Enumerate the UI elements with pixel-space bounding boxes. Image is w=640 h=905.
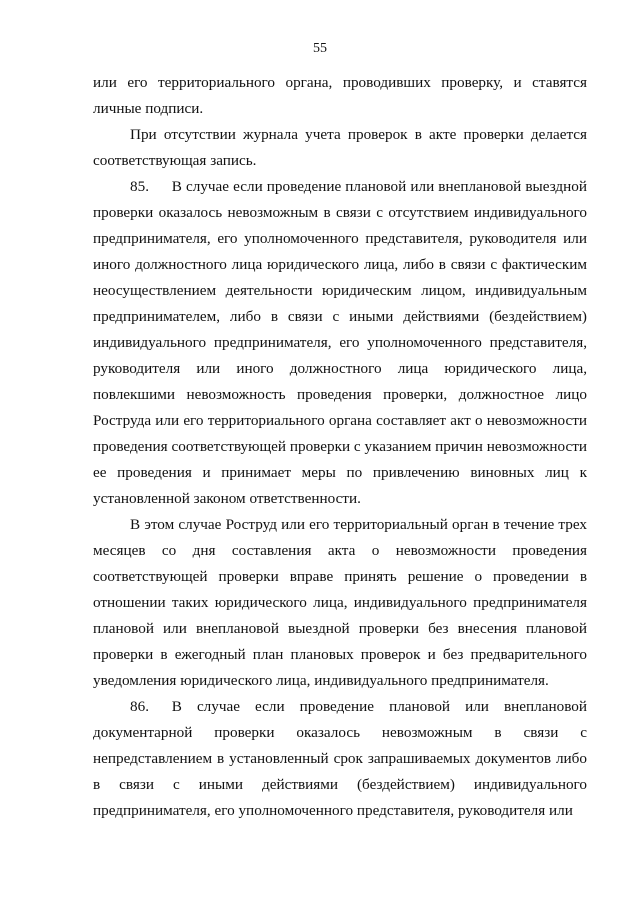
page-number: 55	[313, 41, 327, 56]
paragraph-86: 86. В случае если проведение плановой или внеплановой документарной проверки оказалось невозможным в связи с непредставлением в установленный срок запрашиваемых документов либо в связи с иными действиями (бездействием) индивидуального предпринимателя, его уполномоченного представителя, руководителя или	[93, 698, 587, 819]
paragraph-continued: или его территориального органа, проводивших проверку, и ставятся личные подписи.	[93, 74, 587, 117]
paragraph-rostrud-decision: В этом случае Роструд или его территориальный орган в течение трех месяцев со дня составления акта о невозможности проведения соответствующей проверки вправе принять решение о проведении в отношении таких юридического лица, индивидуального предпринимателя плановой или внеплановой выездной проверки без внесения плановой проверки в ежегодный план плановых проверок и без предварительного уведомления юридического лица, индивидуального предпринимателя.	[93, 516, 587, 689]
paragraph-85: 85. В случае если проведение плановой или внеплановой выездной проверки оказалось невозможным в связи с отсутствием индивидуального предпринимателя, его уполномоченного представителя, руководителя или иного должностного лица юридического лица, либо в связи с фактическим неосуществлением деятельности юридическим лицом, индивидуальным предпринимателем, либо в связи с иными действиями (бездействием) индивидуального предпринимателя, его уполномоченного представителя, руководителя или иного должностного лица юридического лица, повлекшими невозможность проведения проверки, должностное лицо Роструда или его территориального органа составляет акт о невозможности проведения соответствующей проверки с указанием причин невозможности ее проведения и принимает меры по привлечению виновных лиц к установленной законом ответственности.	[93, 178, 587, 507]
document-body	[93, 70, 587, 824]
paragraph-journal-absence: При отсутствии журнала учета проверок в акте проверки делается соответствующая запись.	[93, 126, 587, 169]
